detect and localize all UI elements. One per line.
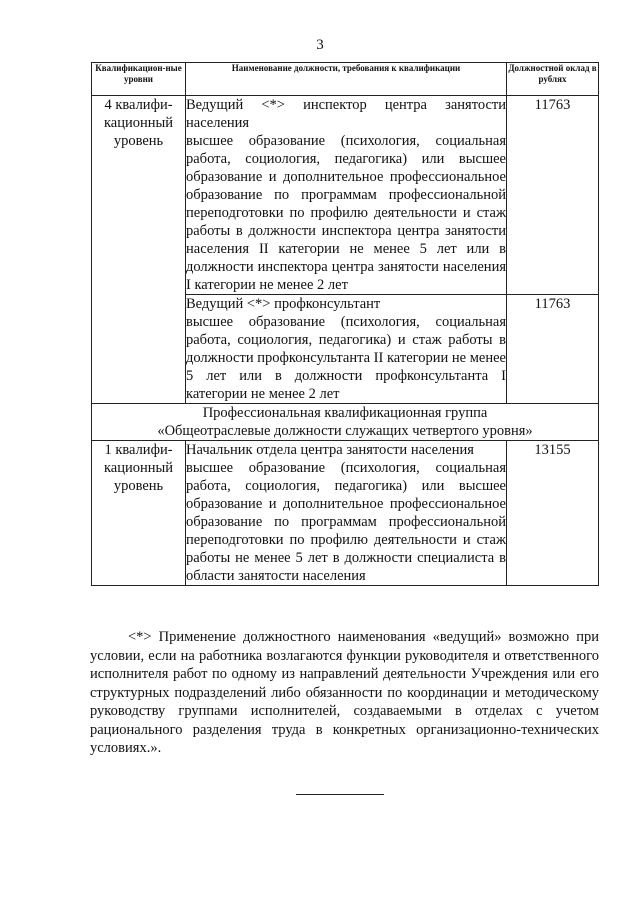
- table-row: [92, 96, 599, 295]
- group-title-line2: «Общеотраслевые должности служащих четвертого уровня»: [157, 423, 533, 439]
- header-qualification-level: Квалификацион-ные уровни: [92, 63, 186, 96]
- table-header-row: [92, 63, 599, 96]
- qualification-table: [91, 62, 599, 586]
- page-number: 3: [316, 37, 324, 53]
- position-cell: [186, 96, 507, 295]
- position-requirements: высшее образование (психология, социальная работа, социология, педагогика) или высшее образование и дополнительное профессиональное образование по программам профессиональной переподготовки по профилю деятельности и стаж работы в должности инспектора центра занятости населения II категории не менее 5 лет или в должности инспектора центра занятости населения I категории не менее 2 лет: [186, 133, 506, 293]
- qualification-group-cell: [92, 404, 599, 441]
- salary-cell: 11763: [507, 96, 599, 295]
- footnote-paragraph: <*> Применение должностного наименования «ведущий» возможно при условии, если на работника возлагаются функции руководителя и ответственного исполнителя работ по одному из направлений деятельности Учреждения или его структурных подразделений либо обязанности по координации и методическому руководству группами исполнителей, создаваемыми в отделах с учетом рационального разделения труда в конкретных организационно-технических условиях.».: [90, 629, 599, 756]
- position-requirements: высшее образование (психология, социальная работа, социология, педагогика) и стаж работы в должности профконсультанта II категории не менее 5 лет или в должности профконсультанта I категории не менее 2 лет: [186, 314, 506, 402]
- position-title: Ведущий <*> профконсультант: [186, 296, 381, 312]
- salary-cell: 13155: [507, 441, 599, 586]
- qualification-level-cell: 4 квалифи-кационный уровень: [92, 96, 186, 404]
- group-title-line1: Профессиональная квалификационная группа: [202, 405, 488, 421]
- separator-line: [296, 794, 384, 795]
- position-cell: [186, 441, 507, 586]
- group-row: [92, 404, 599, 441]
- header-salary: Должностной оклад в рублях: [507, 63, 599, 96]
- position-cell: [186, 295, 507, 404]
- salary-cell: 11763: [507, 295, 599, 404]
- position-requirements: высшее образование (психология, социальная работа, социология, педагогика) или высшее образование и дополнительное профессиональное образование по программам профессиональной переподготовки по профилю деятельности и стаж работы не менее 5 лет в должности специалиста в области занятости населения: [186, 460, 506, 584]
- qualification-level-cell: 1 квалифи-кационный уровень: [92, 441, 186, 586]
- header-position-requirements: Наименование должности, требования к квалификации: [186, 63, 507, 96]
- position-title: Начальник отдела центра занятости населения: [186, 442, 474, 458]
- position-title: Ведущий <*> инспектор центра занятости населения: [186, 97, 506, 131]
- table-row: [92, 441, 599, 586]
